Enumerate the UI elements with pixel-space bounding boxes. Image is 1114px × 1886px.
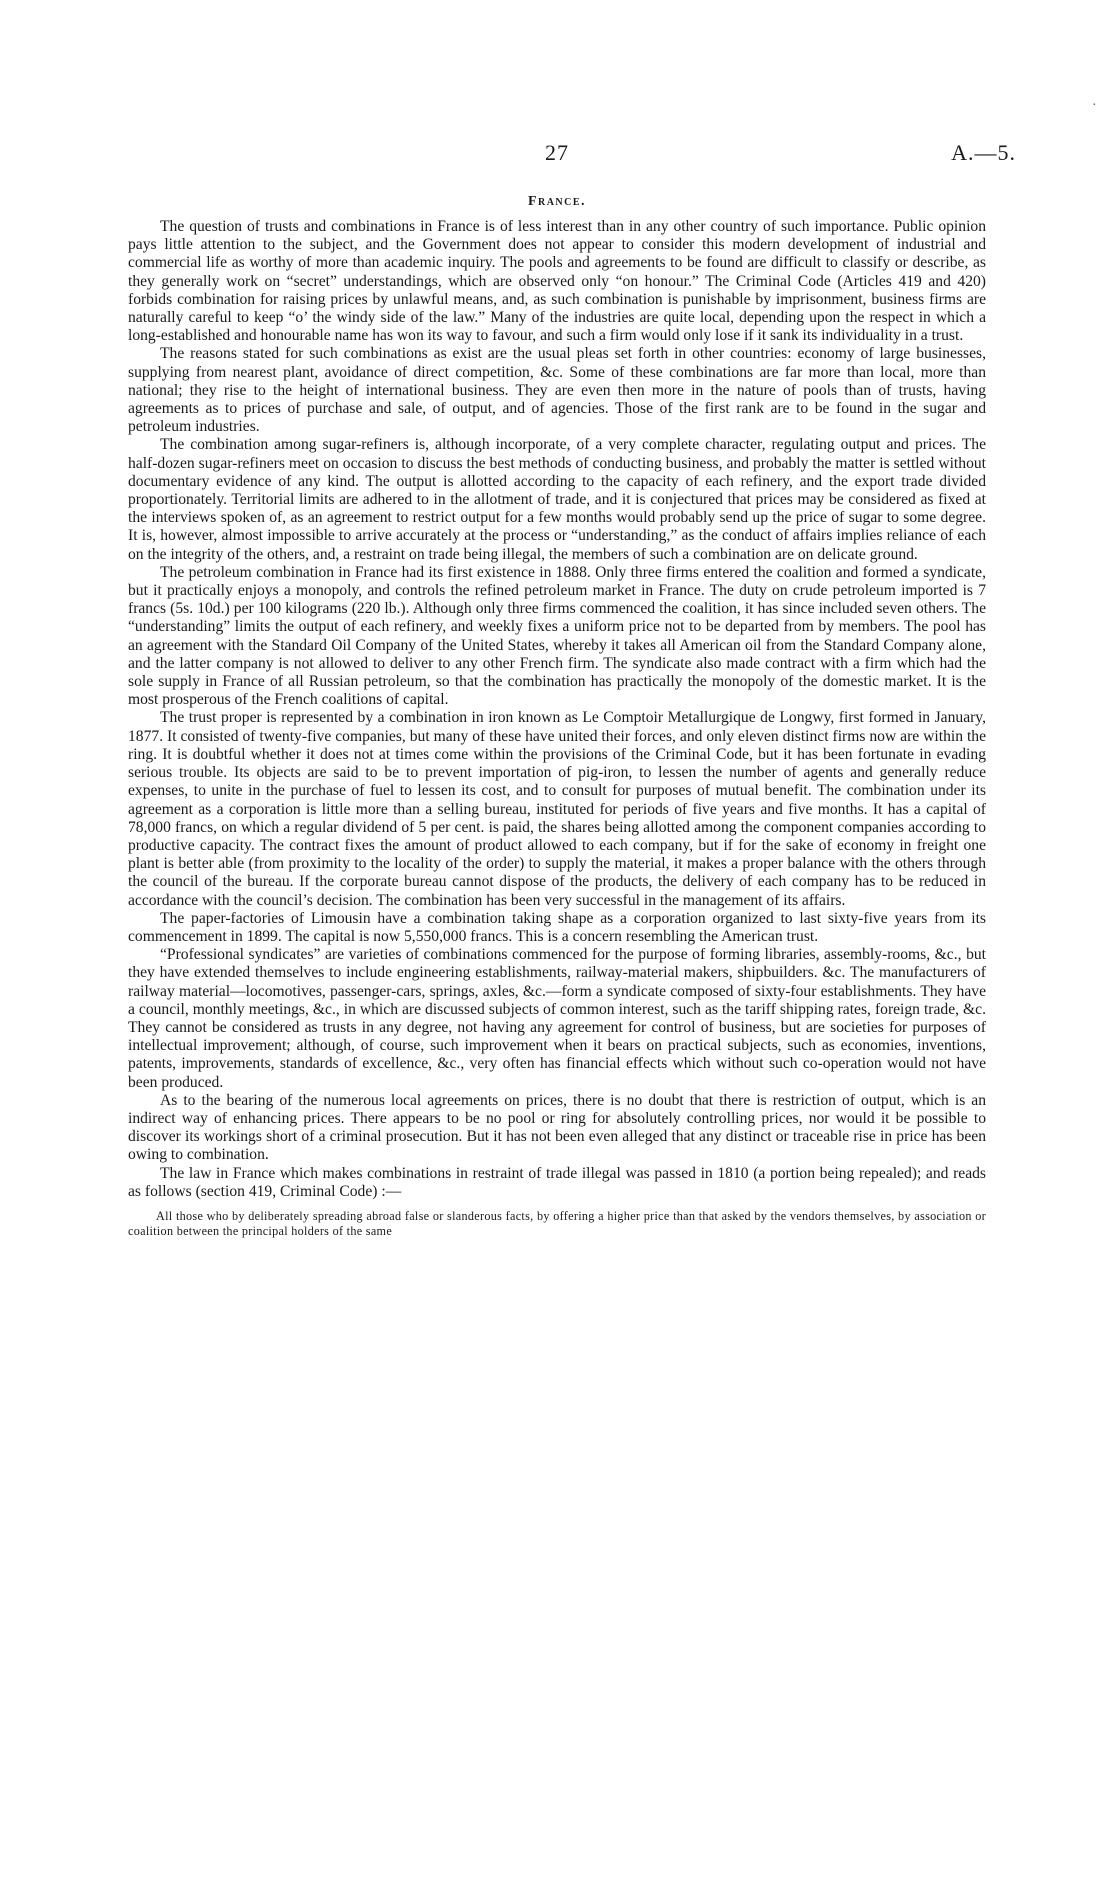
paragraph: The question of trusts and combinations in France is of less interest than in any other country of such importance. Public opinion pays little attention to the subject, and the Government does not appear to consider this modern development of industrial and commercial life as worthy of more than academic inquiry. The pools and agreements to be found are difficult to classify or describe, as they generally work on “secret” understandings, which are observed only “on honour.” The Criminal Code (Articles 419 and 420) forbids combination for raising prices by unlawful means, and, as such combination is punishable by imprisonment, business firms are naturally careful to keep “o’ the windy side of the law.” Many of the industries are quite local, depending upon the respect in which a long-established and honourable name has won its way to favour, and such a firm would only lose if it sank its individuality in a trust.: [128, 218, 986, 345]
series-reference: A.—5.: [951, 140, 1016, 165]
body-text: [128, 218, 986, 1239]
page-number: 27: [545, 140, 569, 165]
paragraph: The reasons stated for such combinations as exist are the usual pleas set forth in other countries: economy of large businesses, supplying from nearest plant, avoidance of direct competition, &c. Some of these combinations are far more than local, more than national; they rise to the height of international business. They are even then more in the nature of pools than of trusts, having agreements as to prices of purchase and sale, of output, and of agencies. Those of the first rank are to be found in the sugar and petroleum industries.: [128, 345, 986, 436]
paragraph: The law in France which makes combinations in restraint of trade illegal was passed in 1810 (a portion being repealed); and reads as follows (section 419, Criminal Code) :—: [128, 1164, 986, 1200]
scan-speck: ·: [1092, 98, 1097, 113]
paragraph: The paper-factories of Limousin have a combination taking shape as a corporation organized to last sixty-five years from its commencement in 1899. The capital is now 5,550,000 francs. This is a concern resembling the American trust.: [128, 909, 986, 945]
paragraph: “Professional syndicates” are varieties of combinations commenced for the purpose of forming libraries, assembly-rooms, &c., but they have extended themselves to include engineering establishments, railway-material makers, shipbuilders. &c. The manufacturers of railway material—locomotives, passenger-cars, springs, axles, &c.—form a syndicate composed of sixty-four establishments. They have a council, monthly meetings, &c., in which are discussed subjects of common interest, such as the tariff shipping rates, foreign trade, &c. They cannot be considered as trusts in any degree, not having any agreement for control of business, but are societies for purposes of intellectual improvement; although, of course, such improvement when it bears on practical subjects, such as economies, inventions, patents, improvements, standards of excellence, &c., very often has financial effects which without such co-operation would not have been produced.: [128, 946, 986, 1091]
paragraph: The trust proper is represented by a combination in iron known as Le Comptoir Metallurgique de Longwy, first formed in January, 1877. It consisted of twenty-five companies, but many of these have united their forces, and only eleven distinct firms now are within the ring. It is doubtful whether it does not at times come within the provisions of the Criminal Code, but it has been fortunate in evading serious trouble. Its objects are said to be to prevent importation of pig-iron, to lessen the number of agents and generally reduce expenses, to unite in the purchase of fuel to lessen its cost, and to consult for purposes of mutual benefit. The combination under its agreement as a corporation is little more than a selling bureau, instituted for periods of five years and five months. It has a capital of 78,000 francs, on which a regular dividend of 5 per cent. is paid, the shares being allotted among the component companies according to productive capacity. The contract fixes the amount of product allowed to each company, but if for the sake of economy in freight one plant is better able (from proximity to the locality of the order) to supply the material, it makes a proper balance with the others through the council of the bureau. If the corporate bureau cannot dispose of the products, the delivery of each company has to be reduced in accordance with the council’s decision. The combination has been very successful in the management of its affairs.: [128, 709, 986, 909]
paragraph: The combination among sugar-refiners is, although incorporate, of a very complete character, regulating output and prices. The half-dozen sugar-refiners meet on occasion to discuss the best methods of conducting business, and probably the matter is settled without documentary evidence of any kind. The output is allotted according to the capacity of each refinery, and the export trade divided proportionately. Territorial limits are adhered to in the allotment of trade, and it is conjectured that prices may be considered as fixed at the interviews spoken of, as an agreement to restrict output for a few months would probably send up the price of sugar to some degree. It is, however, almost impossible to arrive accurately at the process or “understanding,” as the conduct of affairs implies reliance of each on the integrity of the others, and, a restraint on trade being illegal, the members of such a combination are on delicate ground.: [128, 436, 986, 563]
paragraph: As to the bearing of the numerous local agreements on prices, there is no doubt that there is restriction of output, which is an indirect way of enhancing prices. There appears to be no pool or ring for absolutely controlling prices, nor would it be possible to discover its workings short of a criminal prosecution. But it has not been even alleged that any distinct or traceable rise in price has been owing to combination.: [128, 1091, 986, 1164]
paragraph: The petroleum combination in France had its first existence in 1888. Only three firms entered the coalition and formed a syndicate, but it practically enjoys a monopoly, and controls the refined petroleum market in France. The duty on crude petroleum imported is 7 francs (5s. 10d.) per 100 kilograms (220 lb.). Although only three firms commenced the coalition, it has since included seven others. The “understanding” limits the output of each refinery, and weekly fixes a uniform price not to be departed from by members. The pool has an agreement with the Standard Oil Company of the United States, whereby it takes all American oil from the Standard Company alone, and the latter company is not allowed to deliver to any other French firm. The syndicate also made contract with a firm which had the sole supply in France of all Russian petroleum, so that the combination has practically the monopoly of the domestic market. It is the most prosperous of the French coalitions of capital.: [128, 563, 986, 709]
section-title: France.: [527, 194, 587, 209]
quoted-law-text: All those who by deliberately spreading abroad false or slanderous facts, by offering a higher price than that asked by the vendors themselves, by association or coalition between the principal holders of the same: [128, 1208, 986, 1238]
page-header: [0, 140, 1114, 172]
